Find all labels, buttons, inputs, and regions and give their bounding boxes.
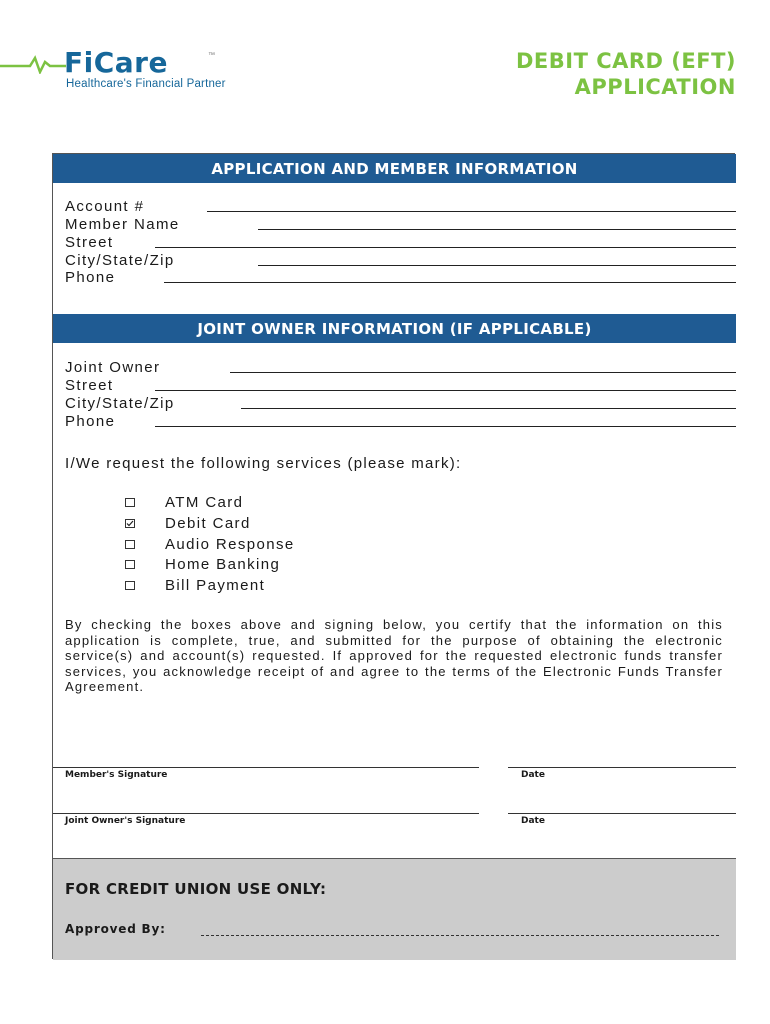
approved-by-label: Approved By:	[65, 922, 166, 936]
heartbeat-icon	[0, 54, 66, 74]
checkbox-checked[interactable]	[125, 519, 135, 528]
service-label: Audio Response	[165, 535, 295, 553]
account-number-line[interactable]	[207, 211, 736, 212]
joint-signature-label: Joint Owner's Signature	[65, 816, 186, 826]
checkbox[interactable]	[125, 560, 135, 569]
member-section-heading: APPLICATION AND MEMBER INFORMATION	[53, 154, 736, 183]
field-label: City/State/Zip	[65, 395, 175, 412]
service-label: ATM Card	[165, 493, 244, 511]
account-number-field[interactable]	[65, 198, 144, 215]
member-signature-line[interactable]	[53, 767, 479, 768]
trademark-mark: ™	[208, 52, 215, 59]
ficare-logo	[0, 48, 310, 98]
member-name-line[interactable]	[258, 229, 736, 230]
field-label: Street	[65, 377, 114, 394]
joint-owner-line[interactable]	[230, 372, 736, 373]
field-label: Phone	[65, 413, 116, 430]
service-label: Home Banking	[165, 555, 281, 573]
joint-signature-line[interactable]	[53, 813, 479, 814]
application-form	[52, 153, 735, 959]
joint-date-line[interactable]	[508, 813, 736, 814]
joint-street-field[interactable]	[65, 377, 113, 394]
title-line-2: APPLICATION	[574, 75, 736, 99]
service-debit-card[interactable]	[125, 514, 251, 532]
phone-field[interactable]	[65, 269, 115, 286]
field-label: Joint Owner	[65, 359, 161, 376]
certification-text: By checking the boxes above and signing below, you certify that the information on this application is complete, true, and submitted for the purpose of obtaining the electronic service(s) and account(s) requested. If approved for the requested electronic funds transfer services, you acknowledge receipt of and agree to the terms of the Electronic Funds Transfer Agreement.	[65, 617, 723, 694]
service-bill-payment[interactable]	[125, 576, 265, 594]
approved-by-line[interactable]	[201, 935, 719, 936]
joint-owner-field[interactable]	[65, 359, 160, 376]
joint-date-label: Date	[521, 816, 545, 826]
member-date-line[interactable]	[508, 767, 736, 768]
service-audio-response[interactable]	[125, 535, 295, 553]
city-state-zip-line[interactable]	[258, 265, 736, 266]
street-line[interactable]	[155, 247, 736, 248]
checkbox[interactable]	[125, 498, 135, 507]
joint-city-state-zip-line[interactable]	[241, 408, 736, 409]
phone-line[interactable]	[164, 282, 736, 283]
field-label: Phone	[65, 269, 116, 286]
joint-phone-field[interactable]	[65, 413, 115, 430]
joint-section-heading: JOINT OWNER INFORMATION (IF APPLICABLE)	[53, 314, 736, 343]
services-prompt: I/We request the following services (please mark):	[65, 455, 462, 472]
member-name-field[interactable]	[65, 216, 180, 233]
member-signature-label: Member's Signature	[65, 770, 168, 780]
checkbox[interactable]	[125, 540, 135, 549]
checkmark-icon	[126, 520, 134, 527]
street-field[interactable]	[65, 234, 113, 251]
service-label: Debit Card	[165, 514, 251, 532]
joint-street-line[interactable]	[155, 390, 736, 391]
brand-tagline: Healthcare's Financial Partner	[66, 78, 226, 90]
document-title	[516, 48, 736, 100]
joint-phone-line[interactable]	[155, 426, 736, 427]
service-atm-card[interactable]	[125, 493, 243, 511]
brand-name: FiCare	[64, 46, 168, 79]
credit-union-use-heading: FOR CREDIT UNION USE ONLY:	[65, 880, 327, 898]
service-label: Bill Payment	[165, 576, 266, 594]
field-label: Member Name	[65, 216, 180, 233]
city-state-zip-field[interactable]	[65, 252, 175, 269]
field-label: Account #	[65, 198, 145, 215]
credit-union-use-box	[53, 858, 736, 960]
field-label: City/State/Zip	[65, 252, 175, 269]
field-label: Street	[65, 234, 114, 251]
member-date-label: Date	[521, 770, 545, 780]
service-home-banking[interactable]	[125, 555, 280, 573]
joint-city-state-zip-field[interactable]	[65, 395, 175, 412]
checkbox[interactable]	[125, 581, 135, 590]
title-line-1: DEBIT CARD (EFT)	[515, 49, 736, 73]
